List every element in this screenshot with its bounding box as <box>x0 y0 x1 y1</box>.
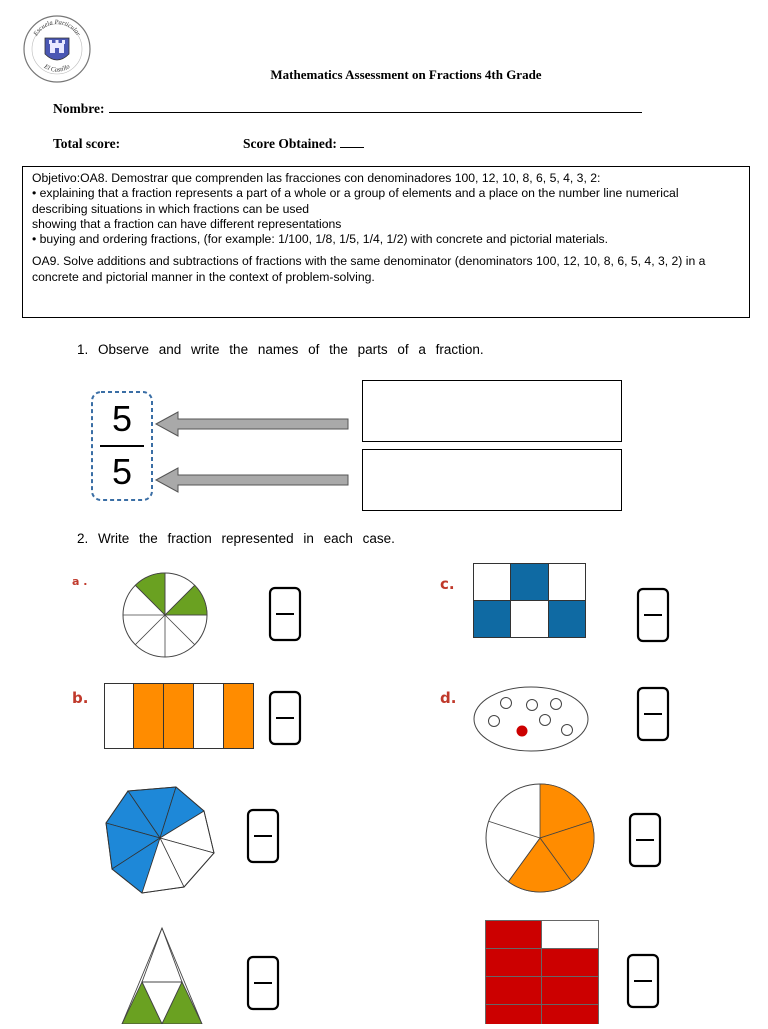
fraction-answer-box-e[interactable] <box>246 808 280 864</box>
circle-fifths-figure <box>483 782 597 894</box>
objective-line: showing that a fraction can have different representations <box>32 216 342 231</box>
question-2-text: 2. Write the fraction represented in each case. <box>77 531 395 546</box>
fraction-answer-box-a[interactable] <box>268 586 302 642</box>
objective-line: • explaining that a fraction represents a part of a whole or a group of elements and a place on the number line numerical <box>32 186 679 201</box>
objective-line: describing situations in which fractions can be used <box>32 201 310 216</box>
fraction-answer-box-d[interactable] <box>636 686 670 742</box>
fraction-answer-box-c[interactable] <box>636 587 670 643</box>
item-label-c: c. <box>440 575 455 593</box>
arrow-to-numerator <box>154 410 350 438</box>
objective-oa9: OA9. Solve additions and subtractions of fractions with the same denominator (denominators 100, 12, 10, 8, 6, 5, 4, 3, 2) in a concrete and pictorial manner in the context of problem-solving. <box>32 254 706 284</box>
page-title: Mathematics Assessment on Fractions 4th Grade <box>270 67 542 82</box>
name-label: Nombre: <box>53 101 105 116</box>
name-field[interactable] <box>53 101 642 117</box>
oval-dots-figure <box>472 685 590 753</box>
item-label-a: a . <box>72 575 88 588</box>
fraction-answer-box-h[interactable] <box>626 953 660 1009</box>
fraction-answer-box-g[interactable] <box>246 955 280 1011</box>
logo-text-bottom: El Castillo <box>42 63 72 74</box>
fraction-card <box>90 390 154 502</box>
question-1-text: 1. Observe and write the names of the parts of a fraction. <box>77 342 484 357</box>
fraction-answer-box-b[interactable] <box>268 690 302 746</box>
heptagon-sevenths-figure <box>104 785 216 895</box>
grid-sixths-figure <box>473 563 586 638</box>
item-label-b: b. <box>72 689 89 707</box>
score-obtained-field[interactable] <box>243 136 364 152</box>
fraction-answer-box-f[interactable] <box>628 812 662 868</box>
item-label-d: d. <box>440 689 457 707</box>
fraction-denominator: 5 <box>111 451 133 492</box>
objective-line: • buying and ordering fractions, (for example: 1/100, 1/8, 1/5, 1/4, 1/2) with concrete and pictorial materials. <box>32 232 609 247</box>
fraction-numerator: 5 <box>111 398 133 439</box>
name-blank-line[interactable] <box>109 101 642 113</box>
objective-line: Objetivo:OA8. Demostrar que comprenden las fracciones con denominadores 100, 12, 10, 8, 6, 5, 4, 3, 2: <box>32 171 601 185</box>
red-grid-figure <box>485 920 599 1024</box>
score-obtained-label: Score Obtained: <box>243 136 337 151</box>
score-blank-line[interactable] <box>340 136 364 148</box>
strip-fifths-figure <box>104 683 254 749</box>
total-score-label: Total score: <box>53 136 121 151</box>
triangle-figure <box>112 926 212 1024</box>
denominator-answer-box[interactable] <box>362 449 622 511</box>
numerator-answer-box[interactable] <box>362 380 622 442</box>
objectives-box <box>22 166 750 318</box>
circle-eighths-figure <box>120 570 210 660</box>
arrow-to-denominator <box>154 466 350 494</box>
logo-text-top: Escuela Particular <box>32 18 82 38</box>
